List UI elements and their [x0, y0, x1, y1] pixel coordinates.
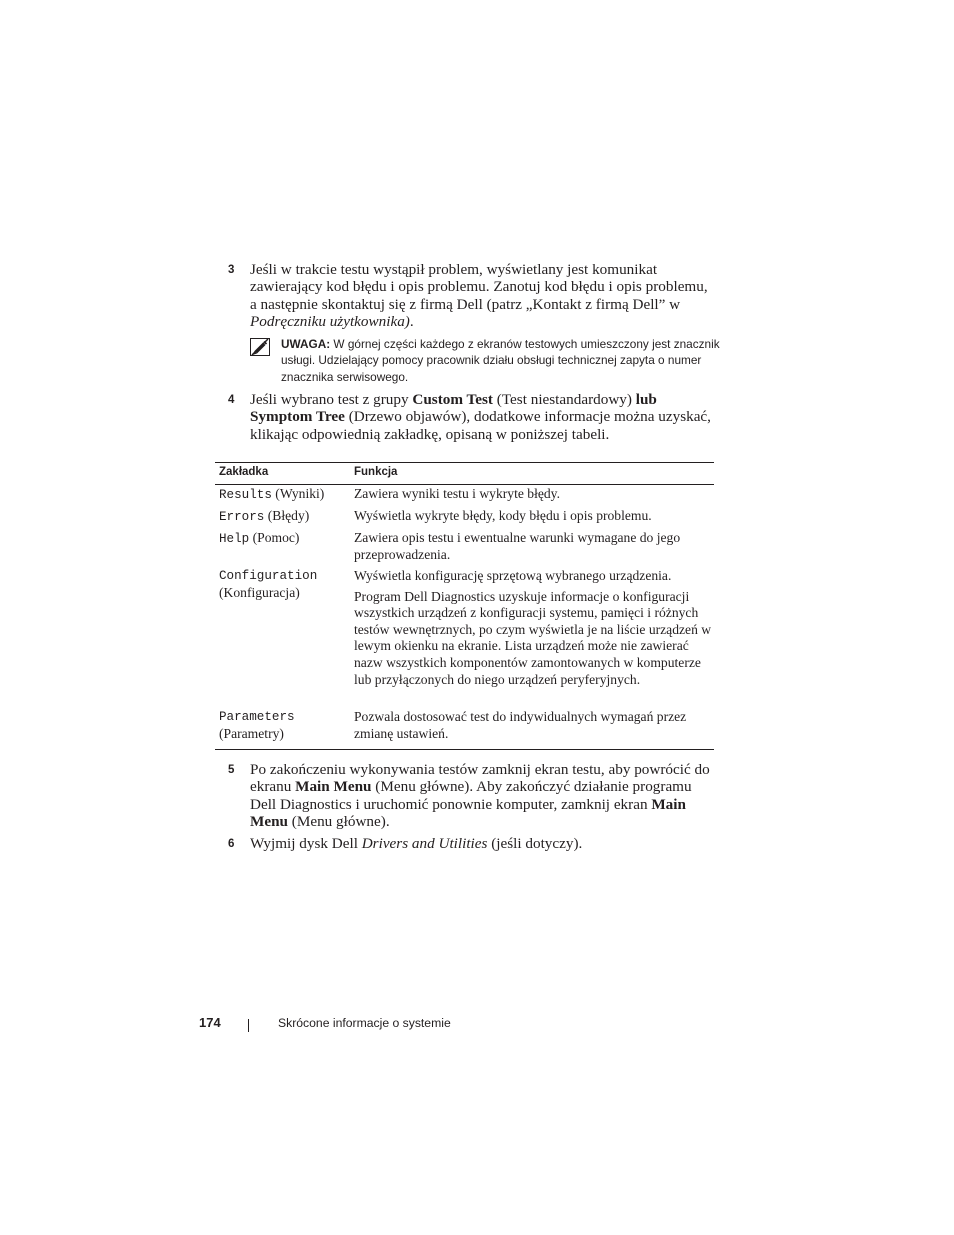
function-text: Wyświetla wykryte błędy, kody błędu i opis problemu. — [354, 508, 652, 523]
step-text-part: (jeśli dotyczy). — [487, 835, 583, 852]
step-text-part: Jeśli wybrano test z grupy — [250, 391, 413, 408]
tabs-table — [215, 462, 714, 750]
function-text: Wyświetla konfigurację sprzętową wybranego urządzenia. — [354, 568, 672, 583]
tab-label: (Parametry) — [219, 725, 284, 741]
step-3 — [228, 261, 718, 330]
function-cell — [354, 486, 714, 508]
tab-label: (Pomoc) — [249, 530, 300, 545]
footer-divider — [248, 1019, 249, 1032]
step-text-bold: Main Menu — [295, 778, 372, 796]
function-text: Program Dell Diagnostics uzyskuje informacje o konfiguracji wszystkich urządzeń z konfiguracji systemu, pamięci i różnych testów wewnętrznych, po czym wyświetla je na liście urządzeń w lewym okienku na ekranie. Lista urządzeń może nie zawierać nazw wszystkich komponentów zamontowanych w komputerze lub przyłączonych do niego urządzeń peryferyjnych. — [354, 588, 712, 687]
footer-title: Skrócone informacje o systemie — [278, 1016, 451, 1030]
step-text — [250, 835, 718, 852]
step-text-bold: lub Symptom Tree — [250, 391, 657, 426]
tab-cell — [215, 568, 354, 709]
step-number: 4 — [228, 394, 235, 406]
tab-code: Configuration — [219, 569, 318, 583]
table-row — [215, 568, 714, 709]
page-footer — [0, 1015, 954, 1035]
note-pencil-icon — [250, 338, 270, 356]
function-text: Zawiera opis testu i ewentualne warunki wymagane do jego przeprowadzenia. — [354, 530, 681, 562]
step-text-part: (Menu główne). Aby zakończyć działanie programu Dell Diagnostics i uruchomić ponownie komputer, zamknij ekran — [250, 778, 692, 813]
tab-code: Results — [219, 488, 272, 502]
step-text-italic: Drivers and Utilities — [361, 835, 488, 852]
tab-label: (Błędy) — [264, 508, 310, 523]
tab-code: Parameters — [219, 710, 295, 724]
step-text-part: (Menu główne). — [287, 812, 390, 830]
step-text-italic: Podręczniku użytkownika) — [250, 312, 410, 330]
tab-cell — [215, 486, 354, 508]
table-row — [215, 508, 714, 530]
function-text: Zawiera wyniki testu i wykryte błędy. — [354, 486, 560, 501]
step-text — [250, 261, 718, 330]
step-text — [250, 761, 718, 830]
table-row — [215, 709, 714, 749]
step-text-part: Wyjmij dysk Dell — [250, 835, 362, 852]
function-cell — [354, 530, 714, 568]
step-text-bold: Main Menu — [250, 795, 686, 830]
step-text-part: Jeśli w trakcie testu wystąpił problem, wyświetlany jest komunikat zawierający kod błędu i opis problemu. Zanotuj kod błędu i opis problemu, a następnie skontaktuj się z firmą Dell (patrz „Kontakt z firmą Dell” w — [250, 261, 708, 313]
table-header — [215, 463, 714, 485]
tab-label: (Wyniki) — [271, 486, 325, 501]
tab-label: (Konfiguracja) — [219, 584, 300, 600]
column-header-function: Funkcja — [354, 466, 398, 478]
tab-cell — [215, 709, 354, 749]
note-box — [250, 336, 720, 385]
step-text-part: (Drzewo objawów), dodatkowe informacje można uzyskać, klikając odpowiednią zakładkę, opisaną w poniższej tabeli. — [250, 408, 711, 443]
tab-code: Errors — [219, 510, 265, 524]
tab-cell — [215, 508, 354, 530]
step-text-bold: Custom Test — [412, 391, 493, 408]
tab-cell — [215, 530, 354, 568]
step-6 — [228, 835, 718, 852]
step-4 — [228, 391, 718, 443]
table-row — [215, 530, 714, 568]
page-number: 174 — [199, 1015, 221, 1030]
function-text: Pozwala dostosować test do indywidualnych wymagań przez zmianę ustawień. — [354, 709, 687, 741]
step-number: 5 — [228, 764, 235, 776]
tab-code: Help — [219, 532, 250, 546]
step-text — [250, 391, 718, 443]
step-text-part: (Test niestandardowy) — [492, 391, 636, 408]
step-text-part: Po zakończeniu wykonywania testów zamknij ekran testu, aby powrócić do ekranu — [250, 761, 710, 796]
function-cell — [354, 508, 714, 530]
function-cell — [354, 568, 714, 709]
function-cell — [354, 709, 714, 749]
step-text-part: . — [409, 312, 414, 330]
step-number: 3 — [228, 264, 235, 276]
note-text — [281, 336, 720, 385]
note-body: W górnej części każdego z ekranów testowych umieszczony jest znacznik usługi. Udzielający pomocy pracownik działu obsługi technicznej zapyta o numer znacznika serwisowego. — [281, 337, 720, 384]
step-number: 6 — [228, 838, 235, 850]
column-header-tab: Zakładka — [219, 466, 269, 478]
note-label: UWAGA: — [281, 337, 331, 351]
step-5 — [228, 761, 718, 830]
table-row — [215, 485, 714, 508]
